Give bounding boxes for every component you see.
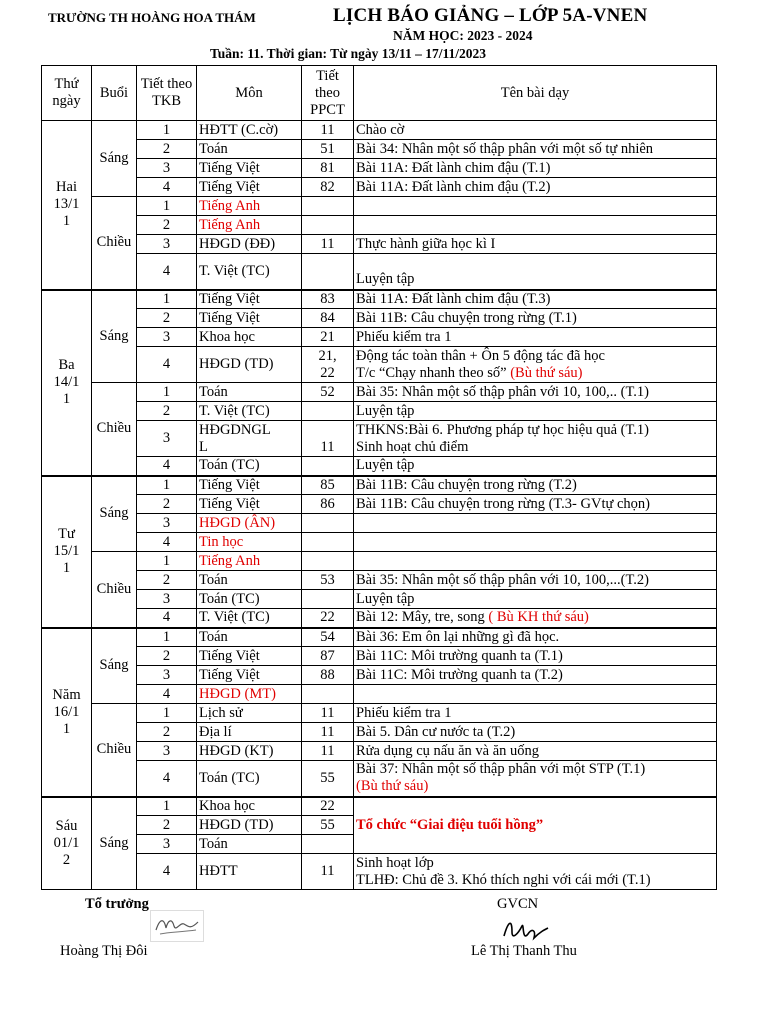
table-row: [42, 761, 717, 797]
table-row: [42, 178, 717, 197]
lesson-cell: Bài 11B: Câu chuyện trong rừng (T.2): [354, 476, 717, 495]
table-row: [42, 140, 717, 159]
table-row: [42, 457, 717, 476]
ppct-cell: 52: [302, 383, 354, 402]
lesson-cell: Bài 11B: Câu chuyện trong rừng (T.1): [354, 309, 717, 328]
leader-signature: [150, 910, 204, 947]
table-row: [42, 216, 717, 235]
ppct-cell: [302, 216, 354, 235]
subject-cell: Tiếng Việt: [197, 476, 302, 495]
lesson-cell: Bài 11A: Đất lành chim đậu (T.3): [354, 290, 717, 309]
lesson-cell: Bài 36: Em ôn lại những gì đã học.: [354, 628, 717, 647]
lesson-cell: [354, 216, 717, 235]
subject-cell: Toán: [197, 835, 302, 854]
tkb-cell: 2: [137, 571, 197, 590]
tkb-cell: 1: [137, 476, 197, 495]
ppct-cell: [302, 835, 354, 854]
lesson-cell: Phiếu kiểm tra 1: [354, 704, 717, 723]
table-row: [42, 197, 717, 216]
lesson-cell: Bài 11A: Đất lành chim đậu (T.1): [354, 159, 717, 178]
table-row: [42, 476, 717, 495]
session-cell: Chiều: [92, 383, 137, 476]
table-row: [42, 742, 717, 761]
tkb-cell: 3: [137, 421, 197, 457]
lesson-cell: [354, 533, 717, 552]
tkb-cell: 3: [137, 666, 197, 685]
col-day: Thứ ngày: [42, 66, 92, 121]
tkb-cell: 2: [137, 723, 197, 742]
ppct-cell: 84: [302, 309, 354, 328]
lesson-note: (Bù thứ sáu): [506, 364, 583, 381]
lesson-note: ( Bù KH thứ sáu): [484, 609, 589, 626]
subject-cell: Tiếng Việt: [197, 666, 302, 685]
tkb-cell: 1: [137, 290, 197, 309]
ppct-cell: 11: [302, 854, 354, 890]
ppct-cell: 11: [302, 704, 354, 723]
table-row: [42, 685, 717, 704]
col-session: Buổi: [92, 66, 137, 121]
ppct-cell: [302, 254, 354, 290]
col-tkb: Tiết theo TKB: [137, 66, 197, 121]
col-subject: Môn: [197, 66, 302, 121]
table-row: [42, 797, 717, 816]
table-row: [42, 723, 717, 742]
subject-cell: Tiếng Việt: [197, 159, 302, 178]
table-row: [42, 383, 717, 402]
schedule-table: [41, 65, 717, 890]
subject-cell: Toán: [197, 383, 302, 402]
day-cell: Ba 14/1 1: [42, 290, 92, 476]
ppct-cell: [302, 402, 354, 421]
session-cell: Chiều: [92, 197, 137, 290]
col-ppct: Tiết theo PPCT: [302, 66, 354, 121]
tkb-cell: 1: [137, 121, 197, 140]
lesson-cell: [354, 514, 717, 533]
tkb-cell: 2: [137, 309, 197, 328]
ppct-cell: [302, 552, 354, 571]
subject-cell: Khoa học: [197, 797, 302, 816]
table-row: [42, 571, 717, 590]
lesson-note: (Bù thứ sáu): [356, 778, 429, 795]
table-row: [42, 121, 717, 140]
ppct-cell: [302, 514, 354, 533]
table-row: [42, 533, 717, 552]
ppct-cell: [302, 457, 354, 476]
lesson-cell: [354, 197, 717, 216]
table-row: [42, 514, 717, 533]
ppct-cell: 54: [302, 628, 354, 647]
table-row: [42, 328, 717, 347]
tkb-cell: 4: [137, 254, 197, 290]
tkb-cell: 2: [137, 140, 197, 159]
lesson-cell: Sinh hoạt lớp TLHĐ: Chủ đề 3. Khó thích nghi với cái mới (T.1): [354, 854, 717, 890]
table-row: [42, 235, 717, 254]
subject-cell: Tiếng Việt: [197, 647, 302, 666]
subject-cell: Khoa học: [197, 328, 302, 347]
tkb-cell: 3: [137, 159, 197, 178]
subject-cell: Địa lí: [197, 723, 302, 742]
ppct-cell: 22: [302, 609, 354, 628]
tkb-cell: 2: [137, 647, 197, 666]
subject-cell: T. Việt (TC): [197, 254, 302, 290]
tkb-cell: 3: [137, 742, 197, 761]
session-cell: Sáng: [92, 628, 137, 704]
subject-cell: HĐGD (MT): [197, 685, 302, 704]
subject-cell: Tiếng Việt: [197, 178, 302, 197]
lesson-cell: THKNS:Bài 6. Phương pháp tự học hiệu quả (T.1) Sinh hoạt chủ điểm: [354, 421, 717, 457]
school-year: NĂM HỌC: 2023 - 2024: [393, 28, 533, 43]
header-row: [42, 66, 717, 121]
subject-cell: Toán: [197, 571, 302, 590]
leader-name: Hoàng Thị Đôi: [60, 943, 148, 959]
tkb-cell: 3: [137, 590, 197, 609]
subject-cell: Toán (TC): [197, 457, 302, 476]
tkb-cell: 2: [137, 216, 197, 235]
lesson-cell: Phiếu kiểm tra 1: [354, 328, 717, 347]
tkb-cell: 4: [137, 609, 197, 628]
subject-cell: Tiếng Anh: [197, 216, 302, 235]
lesson-cell: [354, 685, 717, 704]
tkb-cell: 4: [137, 457, 197, 476]
tkb-cell: 3: [137, 514, 197, 533]
ppct-cell: 11: [302, 235, 354, 254]
lesson-cell: [354, 552, 717, 571]
subject-cell: Tiếng Anh: [197, 197, 302, 216]
ppct-cell: [302, 590, 354, 609]
ppct-cell: 81: [302, 159, 354, 178]
tkb-cell: 4: [137, 854, 197, 890]
tkb-cell: 1: [137, 197, 197, 216]
table-row: [42, 590, 717, 609]
tkb-cell: 2: [137, 495, 197, 514]
ppct-cell: 53: [302, 571, 354, 590]
week-range: Tuần: 11. Thời gian: Từ ngày 13/11 – 17/11/2023: [210, 46, 487, 61]
merged-lesson-cell: Tổ chức “Giai điệu tuổi hồng”: [354, 797, 717, 854]
ppct-cell: 85: [302, 476, 354, 495]
table-row: [42, 159, 717, 178]
ppct-cell: 55: [302, 816, 354, 835]
tkb-cell: 1: [137, 797, 197, 816]
subject-cell: HĐTT (C.cờ): [197, 121, 302, 140]
teacher-title: GVCN: [497, 896, 539, 912]
school-name: TRƯỜNG TH HOÀNG HOA THÁM: [48, 10, 256, 25]
lesson-cell: Rửa dụng cụ nấu ăn và ăn uống: [354, 742, 717, 761]
day-cell: Hai 13/1 1: [42, 121, 92, 290]
subject-cell: HĐGDNGL L: [197, 421, 302, 457]
lesson-cell: Bài 11A: Đất lành chim đậu (T.2): [354, 178, 717, 197]
session-cell: Sáng: [92, 121, 137, 197]
subject-cell: HĐGD (ĐĐ): [197, 235, 302, 254]
lesson-cell: Luyện tập: [354, 457, 717, 476]
subject-cell: Toán (TC): [197, 761, 302, 797]
page-title: LỊCH BÁO GIẢNG – LỚP 5A-VNEN: [333, 5, 648, 26]
subject-cell: Tiếng Việt: [197, 309, 302, 328]
table-row: [42, 666, 717, 685]
table-row: [42, 609, 717, 628]
ppct-cell: 83: [302, 290, 354, 309]
table-row: [42, 309, 717, 328]
subject-cell: T. Việt (TC): [197, 609, 302, 628]
ppct-cell: 82: [302, 178, 354, 197]
ppct-cell: 11: [302, 742, 354, 761]
ppct-cell: 55: [302, 761, 354, 797]
table-row: [42, 495, 717, 514]
ppct-cell: [302, 685, 354, 704]
lesson-cell: Bài 11C: Môi trường quanh ta (T.2): [354, 666, 717, 685]
leader-title: Tổ trưởng: [85, 896, 149, 912]
tkb-cell: 4: [137, 178, 197, 197]
subject-cell: HĐGD (KT): [197, 742, 302, 761]
subject-cell: HĐGD (ÂN): [197, 514, 302, 533]
subject-cell: Tin học: [197, 533, 302, 552]
table-row: [42, 647, 717, 666]
session-cell: Chiều: [92, 552, 137, 628]
day-cell: Sáu 01/1 2: [42, 797, 92, 890]
tkb-cell: 1: [137, 383, 197, 402]
tkb-cell: 1: [137, 628, 197, 647]
day-cell: Năm 16/1 1: [42, 628, 92, 797]
subject-cell: Toán: [197, 140, 302, 159]
lesson-cell: Động tác toàn thân + Ôn 5 động tác đã học T/c “Chạy nhanh theo số” (Bù thứ sáu): [354, 347, 717, 383]
tkb-cell: 4: [137, 685, 197, 704]
ppct-cell: [302, 197, 354, 216]
ppct-cell: [302, 533, 354, 552]
subject-cell: HĐTT: [197, 854, 302, 890]
day-cell: Tư 15/1 1: [42, 476, 92, 628]
ppct-cell: 88: [302, 666, 354, 685]
ppct-cell: 86: [302, 495, 354, 514]
table-row: [42, 402, 717, 421]
tkb-cell: 2: [137, 816, 197, 835]
lesson-cell: Bài 35: Nhân một số thập phân với 10, 100,...(T.2): [354, 571, 717, 590]
ppct-cell: 11: [302, 723, 354, 742]
subject-cell: HĐGD (TD): [197, 347, 302, 383]
subject-cell: Lịch sử: [197, 704, 302, 723]
teacher-name: Lê Thị Thanh Thu: [471, 943, 577, 959]
table-row: [42, 552, 717, 571]
lesson-cell: Thực hành giữa học kì I: [354, 235, 717, 254]
tkb-cell: 3: [137, 328, 197, 347]
lesson-cell: Bài 12: Mây, tre, song ( Bù KH thứ sáu): [354, 609, 717, 628]
subject-cell: Tiếng Việt: [197, 290, 302, 309]
ppct-cell: 21: [302, 328, 354, 347]
ppct-cell: 51: [302, 140, 354, 159]
lesson-cell: Bài 35: Nhân một số thập phân với 10, 100,.. (T.1): [354, 383, 717, 402]
tkb-cell: 4: [137, 761, 197, 797]
lesson-cell: Bài 5. Dân cư nước ta (T.2): [354, 723, 717, 742]
table-row: [42, 854, 717, 890]
subject-cell: Tiếng Anh: [197, 552, 302, 571]
lesson-cell: Luyện tập: [354, 254, 717, 290]
session-cell: Chiều: [92, 704, 137, 797]
subject-cell: Tiếng Việt: [197, 495, 302, 514]
table-row: [42, 628, 717, 647]
lesson-cell: Luyện tập: [354, 590, 717, 609]
table-row: [42, 347, 717, 383]
lesson-cell: Bài 11C: Môi trường quanh ta (T.1): [354, 647, 717, 666]
table-row: [42, 254, 717, 290]
session-cell: Sáng: [92, 797, 137, 890]
table-row: [42, 704, 717, 723]
tkb-cell: 1: [137, 552, 197, 571]
subject-cell: HĐGD (TD): [197, 816, 302, 835]
session-cell: Sáng: [92, 290, 137, 383]
tkb-cell: 3: [137, 235, 197, 254]
ppct-cell: 11: [302, 421, 354, 457]
ppct-cell: 21, 22: [302, 347, 354, 383]
ppct-cell: 22: [302, 797, 354, 816]
session-cell: Sáng: [92, 476, 137, 552]
table-row: [42, 290, 717, 309]
tkb-cell: 4: [137, 533, 197, 552]
ppct-cell: 11: [302, 121, 354, 140]
tkb-cell: 3: [137, 835, 197, 854]
subject-cell: T. Việt (TC): [197, 402, 302, 421]
subject-cell: Toán (TC): [197, 590, 302, 609]
lesson-cell: Chào cờ: [354, 121, 717, 140]
tkb-cell: 4: [137, 347, 197, 383]
ppct-cell: 87: [302, 647, 354, 666]
lesson-cell: Luyện tập: [354, 402, 717, 421]
lesson-cell: Bài 37: Nhân một số thập phân với một STP (T.1) (Bù thứ sáu): [354, 761, 717, 797]
subject-cell: Toán: [197, 628, 302, 647]
tkb-cell: 2: [137, 402, 197, 421]
lesson-cell: Bài 11B: Câu chuyện trong rừng (T.3- GVtự chọn): [354, 495, 717, 514]
lesson-cell: Bài 34: Nhân một số thập phân với một số tự nhiên: [354, 140, 717, 159]
table-row: [42, 421, 717, 457]
col-lesson: Tên bài dạy: [354, 66, 717, 121]
tkb-cell: 1: [137, 704, 197, 723]
